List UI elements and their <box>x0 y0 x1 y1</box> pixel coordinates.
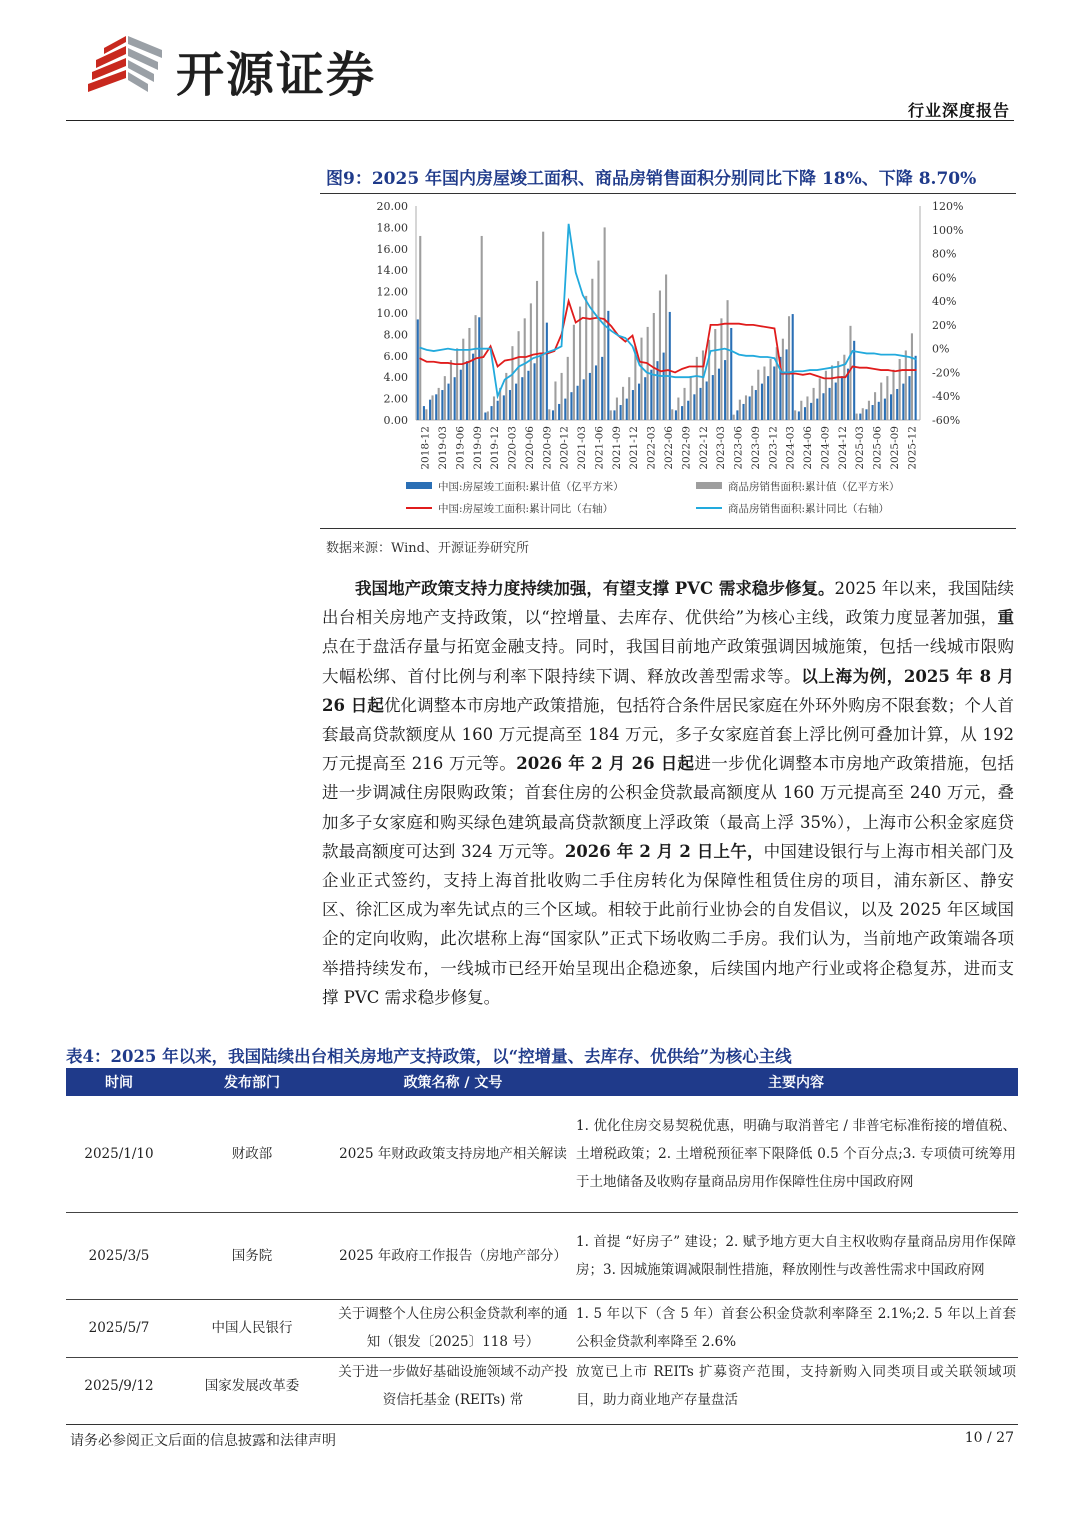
bar <box>727 300 729 420</box>
x-tick-label: 2019-12 <box>489 426 502 470</box>
bar <box>503 395 505 420</box>
x-tick-label: 2023-03 <box>715 426 728 470</box>
x-tick-label: 2020-03 <box>506 426 519 470</box>
bar <box>591 279 593 420</box>
y-right-tick-label: -60% <box>932 414 961 427</box>
bar <box>831 365 833 420</box>
y-right-tick-label: 40% <box>932 295 957 309</box>
bar <box>583 379 585 420</box>
bar <box>693 394 695 420</box>
table-cell-policy: 2025 年政府工作报告（房地产部分） <box>332 1212 574 1299</box>
bar <box>518 331 520 420</box>
bar <box>515 384 517 420</box>
bar <box>755 390 757 420</box>
legend-label: 中国:房屋竣工面积:累计值（亿平方米） <box>438 481 624 493</box>
bar <box>475 315 477 420</box>
bar <box>540 355 542 420</box>
x-tick-label: 2021-12 <box>628 426 641 470</box>
table-row <box>66 1212 1018 1299</box>
bar <box>681 406 683 420</box>
bar <box>892 370 894 420</box>
x-tick-label: 2025-12 <box>906 426 919 470</box>
bar <box>739 400 741 420</box>
figure-source: 数据来源：Wind、开源证券研究所 <box>326 541 529 556</box>
x-tick-label: 2023-12 <box>767 426 780 470</box>
bar <box>548 409 550 420</box>
bar <box>798 411 800 420</box>
y-right-tick-label: 80% <box>932 247 957 261</box>
y-right-tick-label: -20% <box>932 366 961 380</box>
bar <box>773 367 775 421</box>
x-tick-label: 2024-12 <box>836 426 849 470</box>
bar <box>730 328 732 420</box>
bar <box>859 414 861 420</box>
header-divider <box>66 120 1014 121</box>
bar <box>724 360 726 420</box>
bar <box>712 375 714 420</box>
table-cell-content: 1. 优化住房交易契税优惠，明确与取消普宅 / 非普宅标准衔接的增值税、土增税政策；2. 土增税预征率下限降低 0.5 个百分点;3. 专项债可统筹用于土地储备及收购存量商品房用作保障性住房中国政府网 <box>574 1096 1018 1212</box>
bar <box>536 281 538 420</box>
bar <box>669 312 671 420</box>
report-type-label: 行业深度报告 <box>907 101 1010 120</box>
bar <box>720 318 722 420</box>
bar <box>524 318 526 420</box>
bar <box>792 314 794 420</box>
bar <box>444 376 446 420</box>
bar <box>542 232 544 420</box>
x-tick-label: 2023-06 <box>732 426 745 470</box>
bar <box>601 357 603 420</box>
y-right-tick-label: 120% <box>932 200 964 213</box>
bar <box>714 329 716 420</box>
bar <box>835 383 837 420</box>
table-cell-policy: 2025 年财政政策支持房地产相关解读 <box>332 1096 574 1212</box>
table-cell-date: 2025/1/10 <box>66 1096 172 1212</box>
table-cell-dept: 中国人民银行 <box>172 1299 332 1357</box>
bar <box>915 356 917 420</box>
bar <box>687 401 689 420</box>
policy-table <box>66 1068 1018 1415</box>
bar <box>558 404 560 420</box>
company-logo-icon <box>86 32 164 98</box>
bar <box>841 376 843 420</box>
bar <box>450 360 452 420</box>
paragraph-text: 优化调整本市房地产政策措施，包括符合条件居民家庭在外环外购房不限套数；个人首套最高贷款额度从 160 万元提高至 184 万元，多子女家庭首套上浮比例可叠加计算，从 192 万元提高至 216 万元等。 <box>322 695 1014 774</box>
y-left-tick-label: 16.00 <box>376 242 408 256</box>
x-tick-label: 2023-09 <box>749 426 762 470</box>
bar <box>466 361 468 420</box>
table-row <box>66 1299 1018 1357</box>
bar <box>472 354 474 420</box>
bar <box>438 388 440 420</box>
x-tick-label: 2018-12 <box>419 426 432 470</box>
x-tick-label: 2020-06 <box>523 426 536 470</box>
bar <box>902 384 904 420</box>
bar <box>577 386 579 420</box>
bar <box>736 410 738 420</box>
bar <box>733 415 735 420</box>
bar <box>782 339 784 420</box>
table-header-row <box>66 1068 1018 1096</box>
x-tick-label: 2024-06 <box>802 426 815 470</box>
bar <box>632 390 634 420</box>
bar <box>534 363 536 420</box>
bar <box>757 370 759 420</box>
x-tick-label: 2025-06 <box>871 426 884 470</box>
bar <box>767 376 769 420</box>
bar <box>435 394 437 420</box>
table-header-cell: 时间 <box>66 1068 172 1096</box>
combo-chart <box>320 194 1016 528</box>
table-cell-date: 2025/3/5 <box>66 1212 172 1299</box>
bar <box>699 388 701 420</box>
table-cell-dept: 国务院 <box>172 1212 332 1299</box>
body-paragraph <box>322 574 1014 1012</box>
bar <box>849 326 851 420</box>
y-right-tick-label: -40% <box>932 390 961 404</box>
paragraph-bold: 重 <box>997 608 1014 628</box>
bar <box>890 394 892 420</box>
bar <box>597 261 599 420</box>
bar <box>749 396 751 420</box>
bar <box>829 388 831 420</box>
y-right-tick-label: 20% <box>932 318 957 332</box>
bar <box>911 333 913 420</box>
bar <box>530 303 532 420</box>
y-left-tick-label: 14.00 <box>376 264 408 278</box>
bar <box>620 405 622 420</box>
table-cell-policy: 关于进一步做好基础设施领域不动产投资信托基金 (REITs) 常 <box>338 1364 568 1409</box>
x-tick-label: 2025-09 <box>888 426 901 470</box>
bar <box>880 383 882 420</box>
legend-label: 商品房销售面积:累计值（亿平方米） <box>728 481 900 493</box>
bar <box>490 406 492 420</box>
x-tick-label: 2020-12 <box>558 426 571 470</box>
y-left-tick-label: 6.00 <box>383 349 408 363</box>
y-left-tick-label: 8.00 <box>383 328 408 342</box>
x-tick-label: 2022-09 <box>680 426 693 470</box>
y-left-tick-label: 18.00 <box>376 221 408 235</box>
x-tick-label: 2022-12 <box>697 426 710 470</box>
bar <box>626 399 628 420</box>
bar <box>745 395 747 420</box>
y-left-tick-label: 0.00 <box>383 414 408 427</box>
bar <box>886 376 888 420</box>
table-cell-date: 2025/9/12 <box>84 1378 154 1395</box>
bar <box>509 390 511 420</box>
bar <box>671 409 673 420</box>
table-cell-content: 1. 首提 “好房子” 建设；2. 赋予地方更大自主权收购存量商品房用作保障房；3. 因城施策调减限制性措施，释放刚性与改善性需求中国政府网 <box>574 1212 1018 1299</box>
footer-disclaimer: 请务必参阅正文后面的信息披露和法律声明 <box>70 1433 336 1449</box>
bar <box>853 341 855 420</box>
bar <box>874 392 876 420</box>
y-left-tick-label: 4.00 <box>383 371 408 385</box>
bar <box>896 389 898 420</box>
page-header <box>0 0 1080 122</box>
bar <box>905 350 907 420</box>
bar <box>462 339 464 420</box>
bar <box>675 410 677 420</box>
bar <box>441 390 443 420</box>
paragraph-text: 中国建设银行与上海市相关部门及企业正式签约，支持上海首批收购二手住房转化为保障性租赁住房的项目，浦东新区、静安区、徐汇区成为率先试点的三个区域。相较于此前行业协会的自发倡议，以及 2025 年区域国企的定向收购，此次堪称上海“国家队”正式下场收购二手房。我们认为，当前地产政策端各项举措持续发布，一线城市已经开始呈现出企稳迹象，后续国内地产行业或将企稳复苏，进而支撑 PVC 需求稳步修复。 <box>322 841 1015 1007</box>
y-left-tick-label: 12.00 <box>376 285 408 299</box>
bar <box>423 406 425 420</box>
bar <box>511 346 513 420</box>
bar <box>804 407 806 420</box>
bar <box>806 396 808 420</box>
bar <box>613 410 615 420</box>
bar <box>908 376 910 420</box>
bar <box>431 395 433 420</box>
bar <box>816 399 818 420</box>
bar <box>718 369 720 420</box>
bar <box>665 274 667 420</box>
y-left-tick-label: 2.00 <box>383 392 408 406</box>
paragraph-text: 进一步优化调整本市房地产政策措施，包括进一步调减住房限购政策；首套住房的公积金贷款最高额度从 160 万元提高至 240 万元，叠加多子女家庭和购买绿色建筑最高贷款额度上浮政策（最高上浮 35%），上海市公积金家庭贷款最高额度可达到 324 万元等。 <box>322 754 1015 861</box>
table-header-cell: 政策名称 / 文号 <box>332 1068 574 1096</box>
bar <box>570 392 572 420</box>
bar <box>481 236 483 420</box>
legend-label: 中国:房屋竣工面积:累计同比（右轴） <box>438 503 614 515</box>
y-right-tick-label: 60% <box>932 271 957 285</box>
bar <box>683 388 685 420</box>
bar <box>770 359 772 420</box>
bar <box>786 349 788 420</box>
paragraph-bold: 2026 年 2 月 2 日上午， <box>564 841 764 861</box>
footer-divider <box>66 1424 1018 1425</box>
bar <box>468 328 470 420</box>
bar <box>429 400 431 420</box>
bar <box>794 410 796 420</box>
paragraph-lead: 我国地产政策支持力度持续加强，有望支撑 PVC 需求稳步修复。 <box>355 579 835 598</box>
bar <box>847 369 849 420</box>
bar <box>456 348 458 420</box>
x-tick-label: 2021-03 <box>576 426 589 470</box>
table-header-cell: 发布部门 <box>172 1068 332 1096</box>
paragraph-bold: 2026 年 2 月 26 日起 <box>516 754 695 774</box>
bar <box>567 357 569 420</box>
bar <box>579 307 581 420</box>
table-row <box>66 1357 1018 1415</box>
company-name: 开源证券 <box>176 47 377 103</box>
bar <box>822 393 824 420</box>
bar <box>564 399 566 420</box>
legend-label: 商品房销售面积:累计同比（右轴） <box>728 503 890 515</box>
bar <box>761 384 763 420</box>
bar <box>690 376 692 420</box>
legend-swatch <box>406 482 432 489</box>
bar <box>628 377 630 420</box>
bar <box>663 353 665 420</box>
figure-title: 图9：2025 年国内房屋竣工面积、商品房销售面积分别同比下降 18%、下降 8.70% <box>326 169 977 189</box>
bar <box>610 410 612 420</box>
x-tick-label: 2019-06 <box>454 426 467 470</box>
table-cell-dept: 国家发展改革委 <box>204 1378 300 1395</box>
bar <box>487 411 489 420</box>
x-tick-label: 2020-09 <box>541 426 554 470</box>
bar <box>638 384 640 420</box>
bar <box>622 387 624 420</box>
bar <box>497 401 499 420</box>
table-row <box>66 1096 1018 1212</box>
bar <box>878 402 880 420</box>
bar <box>763 367 765 421</box>
bar <box>742 404 744 420</box>
y-left-tick-label: 10.00 <box>376 307 408 320</box>
bar <box>616 398 618 420</box>
bar <box>868 401 870 420</box>
table-cell-date: 2025/5/7 <box>66 1299 172 1357</box>
bar <box>552 410 554 420</box>
x-tick-label: 2021-06 <box>593 426 606 470</box>
bar <box>788 316 790 420</box>
bar <box>644 377 646 420</box>
bar <box>460 370 462 420</box>
x-tick-label: 2019-09 <box>471 426 484 470</box>
bar <box>546 323 548 420</box>
bar <box>585 296 587 420</box>
figure-bottom-rule <box>320 528 1016 529</box>
x-tick-label: 2024-09 <box>819 426 832 470</box>
bar <box>484 413 486 420</box>
bar <box>776 347 778 420</box>
table-cell-dept: 财政部 <box>172 1096 332 1212</box>
y-right-tick-label: 0% <box>932 342 950 356</box>
bar <box>527 371 529 420</box>
table-header-cell: 主要内容 <box>574 1068 1018 1096</box>
x-tick-label: 2024-03 <box>784 426 797 470</box>
bar <box>419 236 421 420</box>
bar <box>810 403 812 420</box>
bar <box>417 319 419 420</box>
bar <box>813 388 815 420</box>
bar <box>478 317 480 420</box>
bar <box>595 365 597 420</box>
bar <box>884 399 886 420</box>
table-cell-policy: 关于调整个人住房公积金贷款利率的通知（银发〔2025〕118 号） <box>332 1299 574 1357</box>
bar <box>751 386 753 420</box>
bar <box>677 398 679 420</box>
bar <box>899 359 901 420</box>
x-tick-label: 2025-03 <box>854 426 867 470</box>
bar <box>493 396 495 420</box>
bar <box>561 373 563 420</box>
bar <box>659 291 661 420</box>
paragraph-bold: 以上海为例，2025 年 8 月 26 日起 <box>322 666 1015 715</box>
x-tick-label: 2021-09 <box>610 426 623 470</box>
bar <box>454 377 456 420</box>
x-tick-label: 2019-03 <box>437 426 450 470</box>
x-tick-label: 2022-03 <box>645 426 658 470</box>
bar <box>819 378 821 420</box>
y-right-tick-label: 100% <box>932 223 964 237</box>
bar <box>800 401 802 420</box>
bar <box>447 384 449 420</box>
page-number: 10 / 27 <box>964 1430 1014 1446</box>
paragraph-text: 点在于盘活存量与拓宽金融支持。同时，我国目前地产政策强调因城施策，包括一线城市限购大幅松绑、首付比例与利率下限持续下调、释放改善型需求等。 <box>322 637 1014 686</box>
bar <box>872 405 874 420</box>
bar <box>640 338 642 420</box>
y-left-tick-label: 20.00 <box>376 200 408 213</box>
x-tick-label: 2022-06 <box>663 426 675 470</box>
bar <box>425 409 427 420</box>
bar <box>865 409 867 420</box>
legend-swatch <box>696 482 722 489</box>
bar <box>554 381 556 420</box>
bar <box>856 414 858 420</box>
bar <box>650 370 652 420</box>
bar <box>521 377 523 420</box>
table-title: 表4：2025 年以来，我国陆续出台相关房地产支持政策，以“控增量、去库存、优供给”为核心主线 <box>66 1047 792 1066</box>
table-cell-content: 放宽已上市 REITs 扩募资产范围，支持新购入同类项目或关联领域项目，助力商业地产存量盘活 <box>576 1364 1016 1409</box>
paragraph-text: 2025 年以来，我国陆续出台相关房地产支持政策，以“控增量、去库存、优供给”为核心主线，政策力度显著加强， <box>322 579 1014 628</box>
bar <box>706 381 708 420</box>
bar <box>589 373 591 420</box>
bar <box>573 325 575 420</box>
table-cell-content: 1. 5 年以下（含 5 年）首套公积金贷款利率降至 2.1%;2. 5 年以上首套公积金贷款利率降至 2.6% <box>574 1299 1018 1357</box>
bar <box>837 361 839 420</box>
bar <box>862 408 864 420</box>
